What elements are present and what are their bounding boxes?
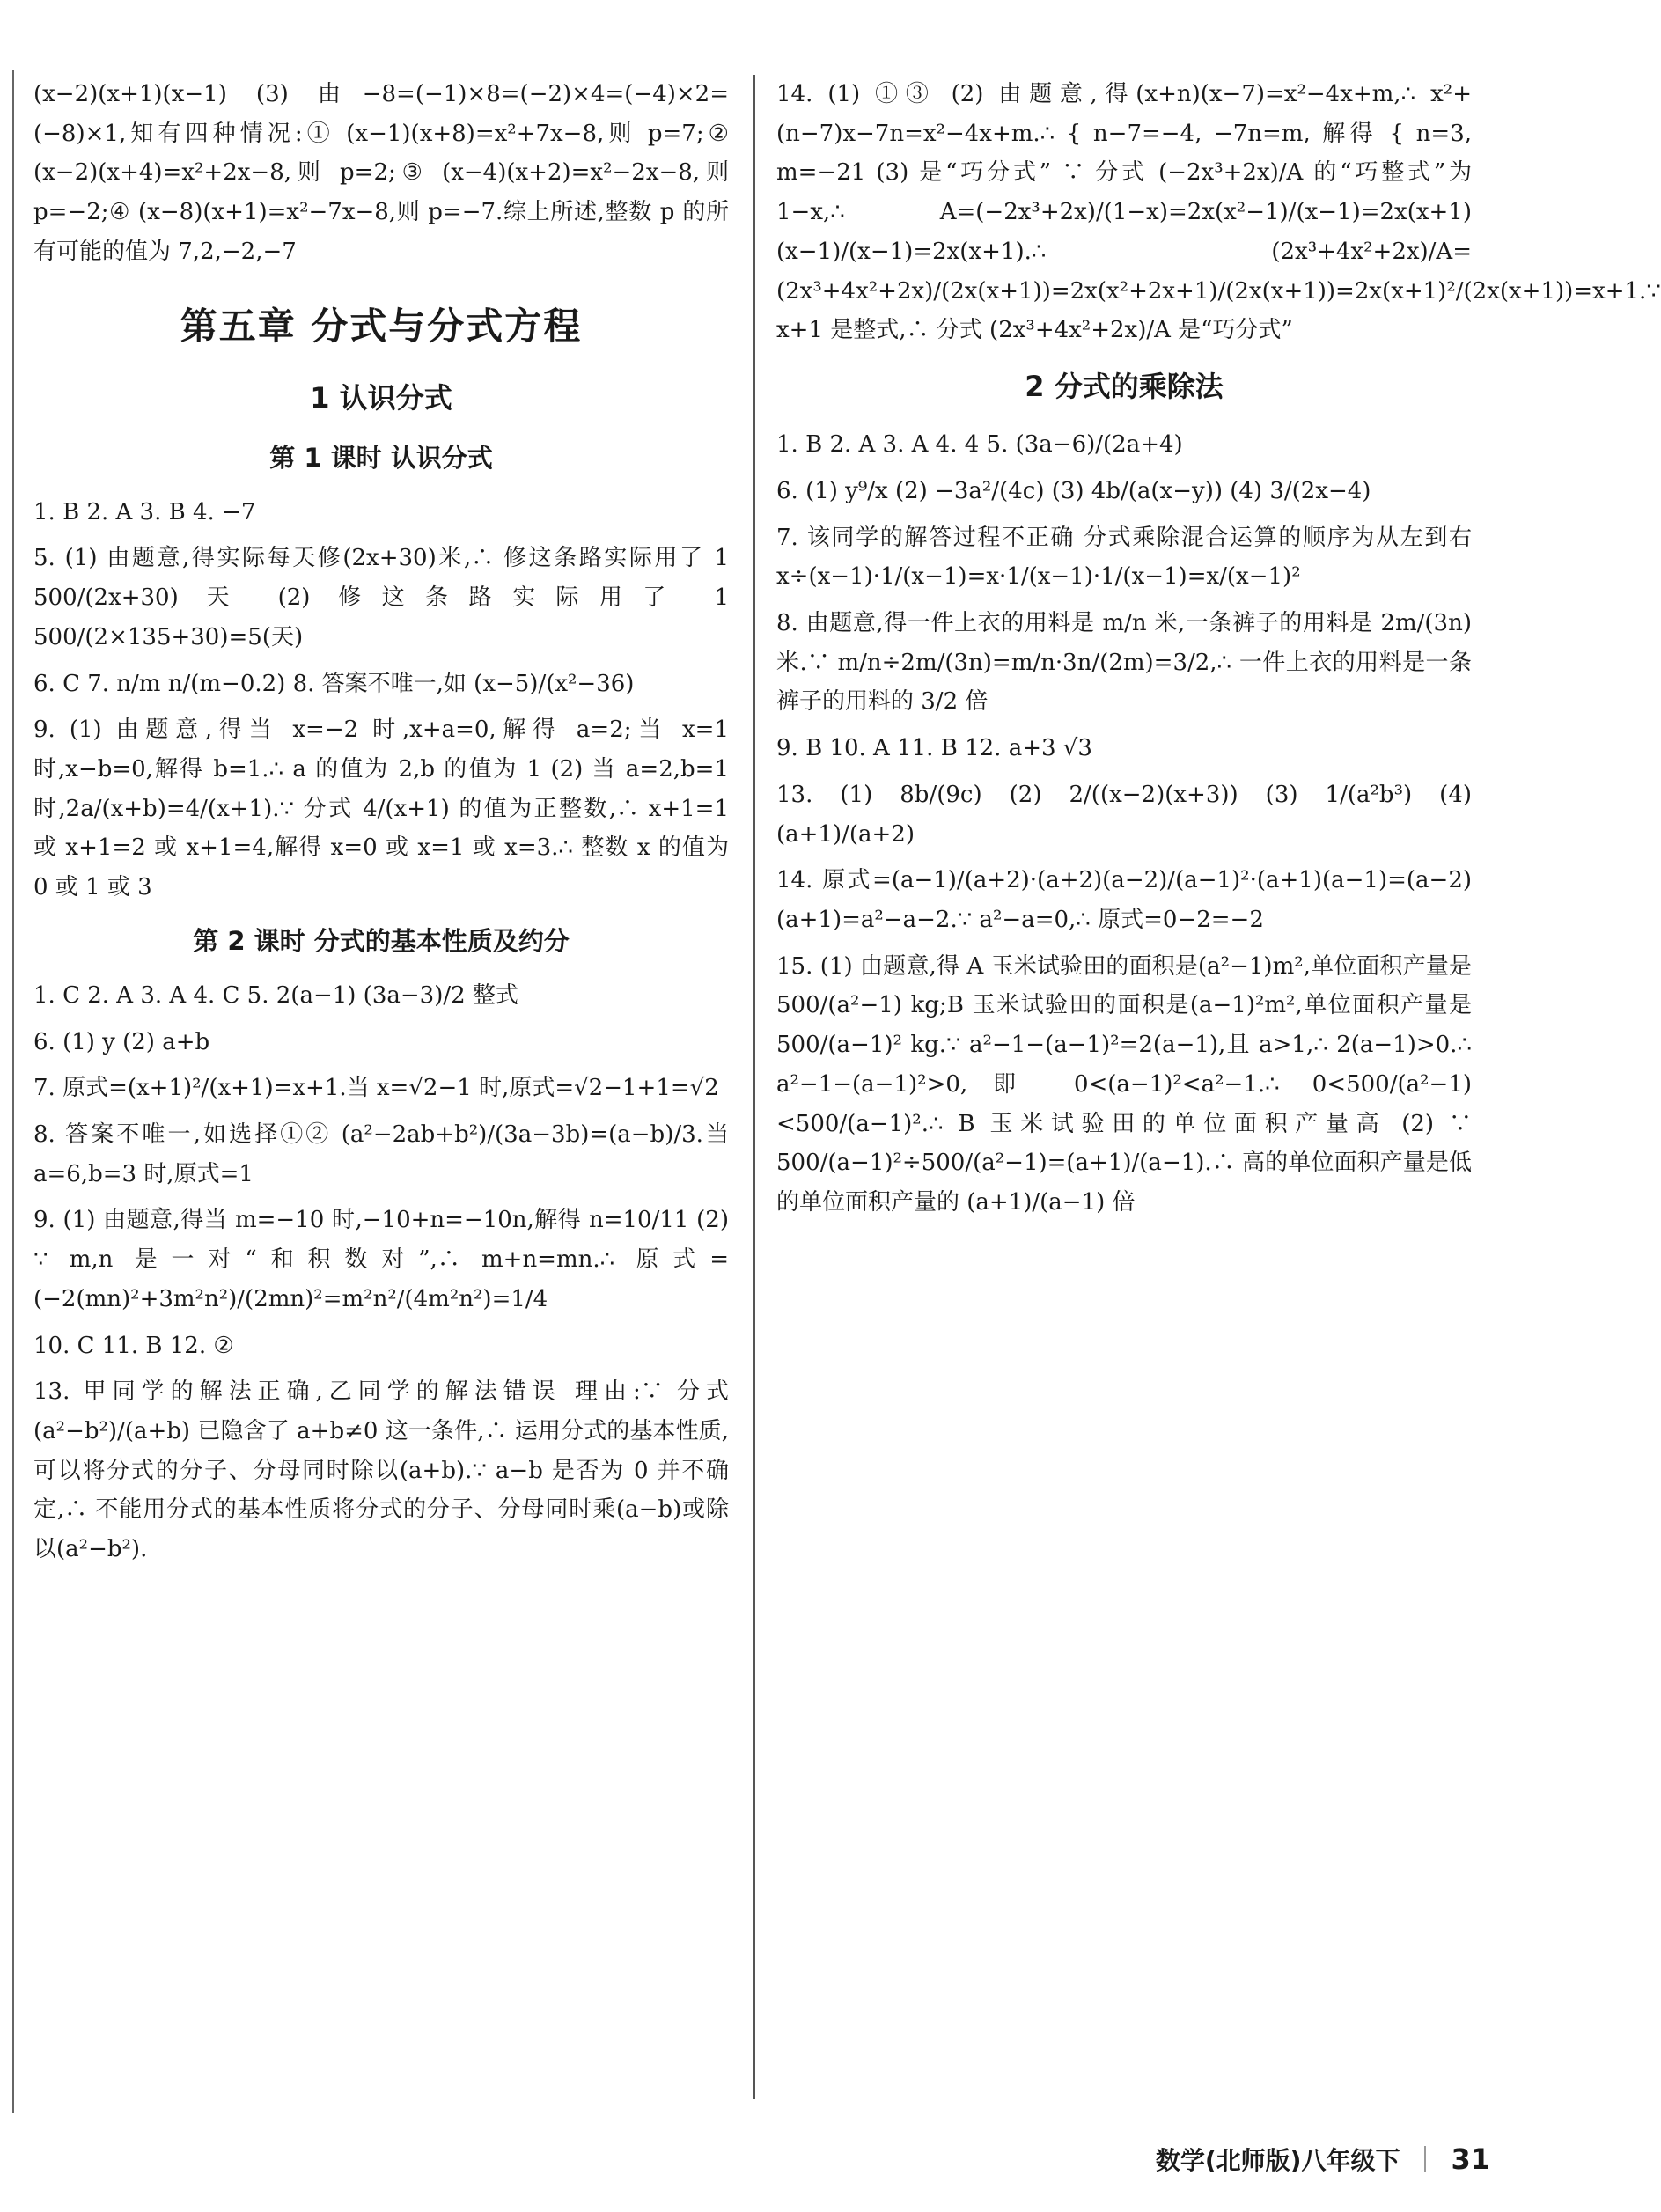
left-margin-rule — [12, 70, 14, 2113]
page-footer — [1156, 2142, 1490, 2177]
lesson-title-2: 第 2 课时 分式的基本性质及约分 — [193, 925, 570, 956]
book-title: 数学(北师版)八年级下 — [1155, 2146, 1400, 2175]
lesson-title-1: 第 1 课时 认识分式 — [269, 442, 493, 473]
column-divider — [753, 75, 755, 2099]
answer-item: 9. B 10. A 11. B 12. a+3 √3 — [776, 735, 1092, 762]
footer-separator — [1424, 2146, 1426, 2172]
answer-item: 1. C 2. A 3. A 4. C 5. 2(a−1) (3a−3)/2 整式 — [33, 981, 518, 1009]
page-number: 31 — [1451, 2142, 1490, 2176]
right-column — [776, 75, 1661, 1230]
answer-item: 13. 甲同学的解法正确,乙同学的解法错误 理由:∵ 分式 (a²−b²)/(a+b) 已隐含了 a+b≠0 这一条件,∴ 运用分式的基本性质,可以将分式的分子、分母同时除以(a+b).∵ a−b 是否为 0 并不确定,∴ 不能用分式的基本性质将分式的分子、分母同时乘(a−b)或除以(a²−b²). — [33, 1378, 729, 1563]
answer-item: 7. 该同学的解答过程不正确 分式乘除混合运算的顺序为从左到右 x÷(x−1)·1/(x−1)=x·1/(x−1)·1/(x−1)=x/(x−1)² — [776, 524, 1472, 591]
answer-item: 7. 原式=(x+1)²/(x+1)=x+1.当 x=√2−1 时,原式=√2−1+1=√2 — [33, 1075, 719, 1102]
left-column — [33, 75, 729, 1576]
continuation-text: (x−2)(x+1)(x−1) (3) 由−8=(−1)×8=(−2)×4=(−4)×2=(−8)×1,知有四种情况:① (x−1)(x+8)=x²+7x−8,则 p=7;② (x−2)(x+4)=x²+2x−8,则 p=2;③ (x−4)(x+2)=x²−2x−8,则 p=−2;④ (x−8)(x+1)=x²−7x−8,则 p=−7.综上所述,整数 p 的所有可能的值为 7,2,−2,−7 — [33, 81, 729, 265]
answer-item: 8. 由题意,得一件上衣的用料是 m/n 米,一条裤子的用料是 2m/(3n) 米.∵ m/n÷2m/(3n)=m/n·3n/(2m)=3/2,∴ 一件上衣的用料是一条裤子的用料的 3/2 倍 — [776, 609, 1472, 716]
answer-item: 14. (1) ①③ (2) 由题意,得(x+n)(x−7)=x²−4x+m,∴ x²+(n−7)x−7n=x²−4x+m.∴ { n−7=−4, −7n=m, 解得 { n=3, m=−21 (3) 是“巧分式” ∵ 分式 (−2x³+2x)/A 的“巧整式”为 1−x,∴ A=(−2x³+2x)/(1−x)=2x(x²−1)/(x−1)=2x(x+1)(x−1)/(x−1)=2x(x+1).∴ (2x³+4x²+2x)/A=(2x³+4x²+2x)/(2x(x+1))=2x(x²+2x+1)/(2x(x+1))=2x(x+1)²/(2x(x+1))=x+1.∵ x+1 是整式,∴ 分式 (2x³+4x²+2x)/A 是“巧分式” — [776, 81, 1661, 344]
answer-item: 15. (1) 由题意,得 A 玉米试验田的面积是(a²−1)m²,单位面积产量是 500/(a²−1) kg;B 玉米试验田的面积是(a−1)²m²,单位面积产量是 500/(a−1)² kg.∵ a²−1−(a−1)²=2(a−1),且 a>1,∴ 2(a−1)>0.∴ a²−1−(a−1)²>0,即 0<(a−1)²<a²−1.∴ 0<500/(a²−1)<500/(a−1)².∴ B 玉米试验田的单位面积产量高 (2) ∵ 500/(a−1)²÷500/(a²−1)=(a+1)/(a−1).∴ 高的单位面积产量是低的单位面积产量的 (a+1)/(a−1) 倍 — [776, 952, 1472, 1216]
answer-item: 10. C 11. B 12. ② — [33, 1332, 234, 1359]
section-title-2: 2 分式的乘除法 — [1025, 370, 1224, 404]
answer-item: 9. (1) 由题意,得当 m=−10 时,−10+n=−10n,解得 n=10/11 (2) ∵ m,n 是一对“和积数对”,∴ m+n=mn.∴ 原式=(−2(mn)²+3m²n²)/(2mn)²=m²n²/(4m²n²)=1/4 — [33, 1207, 729, 1312]
chapter-title: 第五章 分式与分式方程 — [180, 304, 583, 348]
answer-item: 6. (1) y (2) a+b — [33, 1028, 210, 1055]
answer-item: 6. C 7. n/m n/(m−0.2) 8. 答案不唯一,如 (x−5)/(x²−36) — [33, 670, 635, 697]
answer-item: 14. 原式=(a−1)/(a+2)·(a+2)(a−2)/(a−1)²·(a+1)(a−1)=(a−2)(a+1)=a²−a−2.∵ a²−a=0,∴ 原式=0−2=−2 — [776, 867, 1472, 933]
answer-item: 9. (1) 由题意,得当 x=−2 时,x+a=0,解得 a=2;当 x=1 时,x−b=0,解得 b=1.∴ a 的值为 2,b 的值为 1 (2) 当 a=2,b=1 时,2a/(x+b)=4/(x+1).∵ 分式 4/(x+1) 的值为正整数,∴ x+1=1 或 x+1=2 或 x+1=4,解得 x=0 或 x=1 或 x=3.∴ 整数 x 的值为 0 或 1 或 3 — [33, 717, 729, 901]
answer-item: 1. B 2. A 3. A 4. 4 5. (3a−6)/(2a+4) — [776, 431, 1183, 459]
answer-item: 5. (1) 由题意,得实际每天修(2x+30)米,∴ 修这条路实际用了 1 500/(2x+30) 天 (2) 修这条路实际用了 1 500/(2×135+30)=5(天) — [33, 545, 729, 650]
answer-item: 8. 答案不唯一,如选择①② (a²−2ab+b²)/(3a−3b)=(a−b)/3.当 a=6,b=3 时,原式=1 — [33, 1121, 729, 1187]
answer-item: 6. (1) y⁹/x (2) −3a²/(4c) (3) 4b/(a(x−y)) (4) 3/(2x−4) — [776, 477, 1371, 504]
answer-item: 1. B 2. A 3. B 4. −7 — [33, 498, 256, 525]
answer-item: 13. (1) 8b/(9c) (2) 2/((x−2)(x+3)) (3) 1/(a²b³) (4) (a+1)/(a+2) — [776, 781, 1472, 848]
section-title-1: 1 认识分式 — [310, 380, 452, 415]
